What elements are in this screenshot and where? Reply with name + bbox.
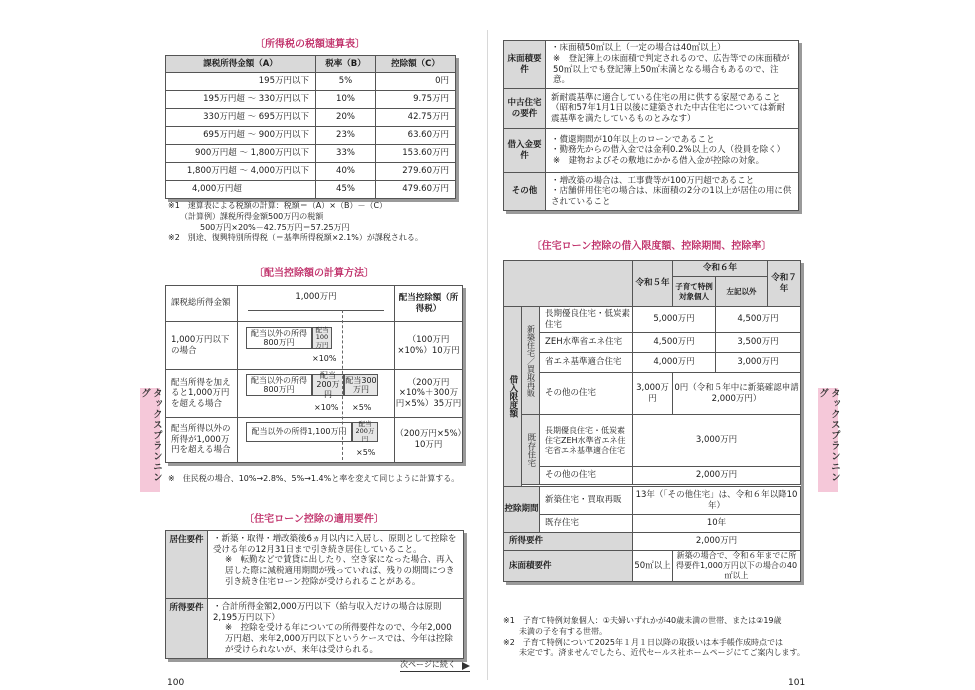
period-type: 新築住宅・買取再販 [540,487,633,515]
limit-value: 5,000万円 [633,307,716,333]
floor-value: 新築の場合で、令和６年までに所得要件1,000万円以下の場合の40㎡以上 [673,551,801,582]
page-number: 101 [788,678,806,688]
req-text: ・勤務先からの借入金では金利0.2%以上の人（役員を除く） [551,145,786,156]
table-cell: 153.60万円 [376,145,456,163]
dividend-row-label: 配当所得以外の所得が1,000万円を超える場合 [166,418,238,462]
req-text: ・床面積50㎡以上（一定の場合は40㎡以上） [551,43,726,54]
table-row [166,127,456,145]
side-tab [140,388,160,492]
table-cell: 10% [316,91,376,109]
bar-dividend: 配当200万円 [352,422,378,442]
rate-5: ×5% [352,403,372,412]
house-type: その他の住宅 [540,467,633,485]
bar-other-income: 配当以外の所得1,100万円 [246,422,352,442]
col-header: 控除額（C） [376,56,456,73]
dividend-result: （100万円×10%）10万円 [394,322,462,369]
req-text: ・償還期間が10年以上のローンであること [551,134,715,145]
req-label: 借入金要件 [504,129,546,173]
house-type: 省エネ基準適合住宅 [540,353,633,373]
dividend-row-label: 1,000万円以下の場合 [166,322,238,369]
house-type: その他の住宅 [540,373,633,415]
house-type: 長期優良住宅・低炭素住宅 [540,307,633,333]
dividend-row-label: 配当所得を加えると1,000万円を超える場合 [166,370,238,417]
note-line: ※1 子育て特例対象個人：①夫婦いずれかが40歳未満の世帯、または②19歳 [503,616,782,625]
col-header: 税率（B） [316,56,376,73]
table-cell: 4,000万円超 [166,181,316,199]
limit-value: 3,000万円 [716,353,801,373]
house-type: 長期優良住宅・低炭素住宅ZEH水準省エネ住宅省エネ基準適合住宅 [540,415,633,467]
table-cell: 5% [316,73,376,91]
requirement-row [504,129,799,173]
dividend-title: 〔配当控除額の計算方法〕 [254,268,374,279]
table-cell: 45% [316,181,376,199]
side-tab [818,388,838,492]
table-cell: 695万円超 ～ 900万円以下 [166,127,316,145]
col-r6-other: 左記以外 [716,277,768,307]
req-text: ・増改築の場合は、工事費等が100万円超であること [551,175,755,186]
table-cell: 330万円超 ～ 695万円以下 [166,109,316,127]
limit-value: 0円（令和５年中に新築確認申請2,000万円） [673,373,801,415]
req-text: ・新築・取得・増改築後6ヵ月以内に入居し、原則として控除を受ける年の12月31日まで引き続き居住していること。 [213,534,457,555]
income-label: 所得要件 [504,533,633,551]
table-cell: 63.60万円 [376,127,456,145]
req-label: 中古住宅の要件 [504,89,546,129]
table-cell: 279.60万円 [376,163,456,181]
loan-limit-table [503,260,801,582]
col-r7: 令和７年 [768,261,801,307]
loan-requirements-table [165,530,464,659]
income-tax-table [165,55,456,199]
tax-table-title: 〔所得税の税額速算表〕 [255,39,365,50]
dividend-row-3 [166,418,462,462]
period-label: 控除期間 [504,487,540,533]
req-label: 居住要件 [166,531,208,599]
table-row [166,91,456,109]
limit-title: 〔住宅ローン控除の借入限度額、控除期間、控除率〕 [531,241,772,252]
req-text: 新耐震基準に適合している住宅の用に供する家屋であること（昭和57年1月1日以後に建築された中古住宅については新耐震基準を満たしているものとみなす） [551,92,785,124]
period-value: 10年 [633,515,801,533]
side-tab-label: タックスプランニング [817,388,840,483]
table-cell: 23% [316,127,376,145]
note-line: 未満の子を有する世帯。 [503,626,607,636]
table-cell: 33% [316,145,376,163]
note-line: ※1 速算表による税額の計算：税額＝（A）×（B）－（C） [168,201,388,210]
group-borrow-limit: 借入限度額 [504,307,522,487]
right-page [488,0,975,690]
dividend-row-1 [166,322,462,370]
note-line: 500万円×20%－42.75万円＝57.25万円 [168,222,350,232]
table-cell: 479.60万円 [376,181,456,199]
dividend-header-mid: 1,000万円 [295,292,337,302]
req-text: ※ 控除を受ける年についての所得要件なので、今年2,000万円超、来年2,000万円以下というケースでは、今年は控除が受けられないが、来年は受けられる。 [225,623,453,655]
table-cell: 195万円以下 [166,73,316,91]
period-value: 13年（「その他住宅」は、令和６年以降10年） [633,487,801,515]
req-label: 床面積要件 [504,41,546,89]
req-label: 所得要件 [166,599,208,659]
req-text: ※ 登記簿上の床面積で判定されるので、広告等での床面積が50㎡以上でも登記簿上50㎡未満となる場合もあるので、注意。 [553,53,790,86]
table-row [166,163,456,181]
tax-table-notes [168,201,423,244]
dividend-diagram [165,285,463,463]
rate-5: ×5% [356,448,376,457]
dividend-note: ※ 住民税の場合、10%→2.8%、5%→1.4%と率を変えて同じように計算する。 [168,474,460,483]
dividend-row-2 [166,370,462,418]
limit-value: 4,000万円 [633,353,716,373]
table-cell: 900万円超 ～ 1,800万円以下 [166,145,316,163]
bar-other-income: 配当以外の所得800万円 [246,327,312,349]
threshold-line [342,310,343,460]
limit-value: 3,000万円 [633,373,673,415]
limit-notes [503,616,805,659]
note-line: ※2 子育て特例について2025年１月１日以降の取扱いは本手帳作成時点では [503,637,783,647]
table-row [166,73,456,91]
group-existing-house: 既存住宅 [522,415,540,485]
table-cell: 1,800万円超 ～ 4,000万円以下 [166,163,316,181]
table-row [166,109,456,127]
col-r6-child: 子育て特例対象個人 [673,277,716,307]
dividend-result: （200万円×10%＋300万円×5%）35万円 [394,370,462,417]
limit-value: 4,500万円 [716,307,801,333]
group-new-house: 新築住宅／買取再販 [522,307,540,415]
period-type: 既存住宅 [540,515,633,533]
col-r6: 令和６年 [673,261,768,277]
bar-dividend: 配当300万円 [345,375,377,394]
table-cell: 195万円超 ～ 330万円以下 [166,91,316,109]
table-cell: 42.75万円 [376,109,456,127]
rate-10: ×10% [312,354,337,363]
req-label: その他 [504,173,546,211]
note-line: 未定です。済ませんでしたら、近代セールス社ホームページにてご案内します。 [503,648,805,658]
table-cell: 20% [316,109,376,127]
req-text: ※ 転勤などで賃貸に出したり、空き家になった場合、再入居した際に減税適用期間が残っていれば、残りの期間につき引き続き住宅ローン控除が受けられることがある。 [225,555,455,587]
floor-label: 床面積要件 [504,551,633,582]
bar-dividend: 配当100万円 [312,327,332,349]
req-text: ※ 建物およびその敷地にかかる借入金が控除の対象。 [553,155,765,166]
col-r5: 令和５年 [633,261,673,307]
req-text: ・合計所得金額2,000万円以下（給与収入だけの場合は原則2,195万円以下） [213,602,442,623]
floor-value: 50㎡以上 [633,551,673,582]
col-header: 課税所得金額（A） [166,56,316,73]
req-text: ・店舗併用住宅の場合は、床面積の2分の1以上が居住の用に供されていること [551,186,792,207]
limit-value: 3,500万円 [716,333,801,353]
next-page-link: 次ページに続く [400,660,470,672]
table-row [166,145,456,163]
note-line: ※2 別途、復興特別所得税（＝基準所得税額×2.1%）が課税される。 [168,233,423,243]
limit-value: 3,000万円 [633,415,801,467]
bar-other-income: 配当以外の所得800万円 [246,374,312,396]
house-type: ZEH水準省エネ住宅 [540,333,633,353]
limit-value: 4,500万円 [633,333,716,353]
bar-dividend: 配当200万円 [312,374,344,396]
requirement-row [504,41,799,89]
table-row [166,181,456,199]
side-tab-label: タックスプランニング [139,388,162,483]
loan-req-continued [503,40,799,211]
rate-10: ×10% [314,403,339,412]
page-number: 100 [167,678,185,688]
dividend-result: （200万円×5%）10万円 [394,418,462,462]
income-value: 2,000万円 [633,533,801,551]
table-cell: 9.75万円 [376,91,456,109]
requirement-row [504,89,799,129]
loan-req-title: 〔住宅ローン控除の適用要件〕 [244,514,384,525]
dividend-header-left: 課税総所得金額 [166,286,238,321]
requirement-row [504,173,799,211]
table-cell: 40% [316,163,376,181]
table-cell: 0円 [376,73,456,91]
note-line: （計算例）課税所得金額500万円の税額 [168,211,324,221]
dividend-header-right: 配当控除額（所得税） [394,286,462,321]
limit-value: 2,000万円 [633,467,801,485]
